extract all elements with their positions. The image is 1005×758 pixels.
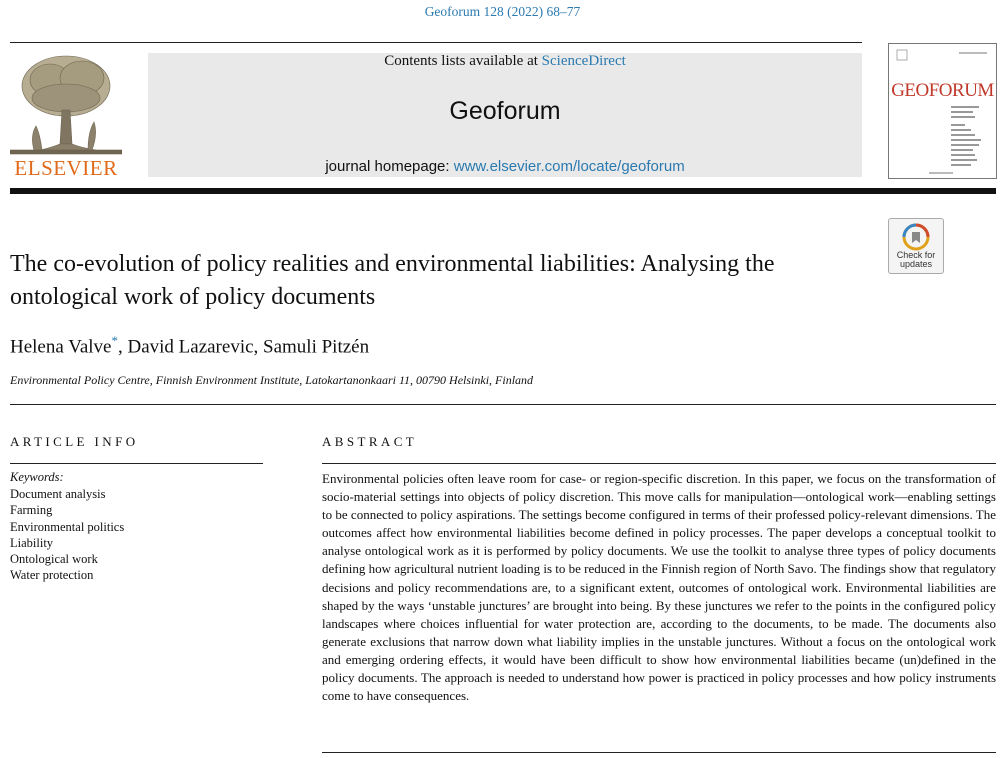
elsevier-wordmark: ELSEVIER	[14, 156, 118, 180]
keyword-item: Ontological work	[10, 552, 98, 567]
keyword-item: Document analysis	[10, 487, 106, 501]
keyword-item: Water protection	[10, 568, 94, 583]
sciencedirect-link[interactable]: ScienceDirect	[541, 53, 626, 69]
author-list: Helena Valve*, David Lazarevic, Samuli Pitzén	[10, 333, 370, 358]
keyword-item: Farming	[10, 503, 53, 518]
journal-banner	[148, 53, 862, 177]
author-name[interactable]: Samuli Pitzén	[263, 336, 370, 358]
header-thick-rule	[10, 188, 996, 194]
cover-journal-title: GEOFORUM	[891, 80, 994, 101]
abstract-body: Environmental policies often leave room for case- or region-specific discretion. In this paper, we focus on the transformation of socio-material settings into objects of policy discretion. This move calls for manipulation—ontological work—enabling settings to be connected to policy aspirations. The settings become configured in terms of their professed policy-relevant dimensions. The outcomes affect how environmental liabilities become defined in policy processes. The paper develops a conceptual toolkit to analyse ontological work as it is performed by policy documents. We use the toolkit to analyse three types of policy documents defining how agricultural nutrient loading is to be reduced in the Finnish region of North Savo. The findings show that regulatory decisions and policy recommendations are, to a significant extent, outcomes of ontological work. Environmental liabilities are shaped by the ways ‘unstable junctures’ are brought into being. By these junctures we refer to the points in the configured policy landscapes where choices influential for water protection are, according to the documents, to be made. The documents also generate exclusions that narrow down what liability implies in the unstable junctures. Without a focus on the ontological work and emerging ordering effects, it would have been difficult to show how environmental liabilities became (un)defined in the policy documents. The approach is needed to understand how power is practiced in policy processes and how policy instruments come to have consequences.	[322, 471, 996, 704]
journal-citation[interactable]: Geoforum 128 (2022) 68–77	[424, 4, 581, 19]
journal-name: Geoforum	[449, 97, 561, 125]
keywords-label: Keywords:	[10, 470, 64, 484]
journal-homepage-line	[148, 158, 862, 175]
article-title: The co-evolution of policy realities and environmental liabilities: Analysing the ontological work of policy documents	[10, 251, 775, 310]
check-for-updates-label: Check for updates	[896, 250, 936, 269]
cover-decoration	[889, 44, 996, 178]
keyword-list	[10, 486, 124, 584]
abstract-bottom-rule	[322, 752, 996, 753]
homepage-prefix: journal homepage:	[325, 158, 454, 175]
journal-cover-thumbnail[interactable]	[888, 43, 997, 179]
article-info-rule	[10, 463, 263, 464]
abstract-rule	[322, 463, 996, 464]
check-for-updates-button[interactable]	[888, 218, 944, 274]
corresponding-author-mark[interactable]: *	[111, 333, 118, 348]
contents-available-line	[148, 53, 862, 70]
keyword-item: Environmental politics	[10, 519, 125, 534]
author-name[interactable]: David Lazarevic	[127, 336, 254, 358]
header-top-rule	[10, 42, 862, 43]
section-divider	[10, 404, 996, 405]
journal-homepage-link[interactable]: www.elsevier.com/locate/geoforum	[453, 158, 685, 175]
contents-prefix: Contents lists available at	[384, 53, 542, 69]
check-for-updates-icon	[902, 223, 930, 251]
article-info-heading: ARTICLE INFO	[10, 434, 139, 449]
author-affiliation: Environmental Policy Centre, Finnish Environment Institute, Latokartanonkaari 11, 00790 Helsinki, Finland	[10, 373, 534, 387]
keyword-item: Liability	[10, 535, 54, 550]
author-name[interactable]: Helena Valve	[10, 336, 112, 358]
abstract-heading: ABSTRACT	[322, 434, 418, 449]
